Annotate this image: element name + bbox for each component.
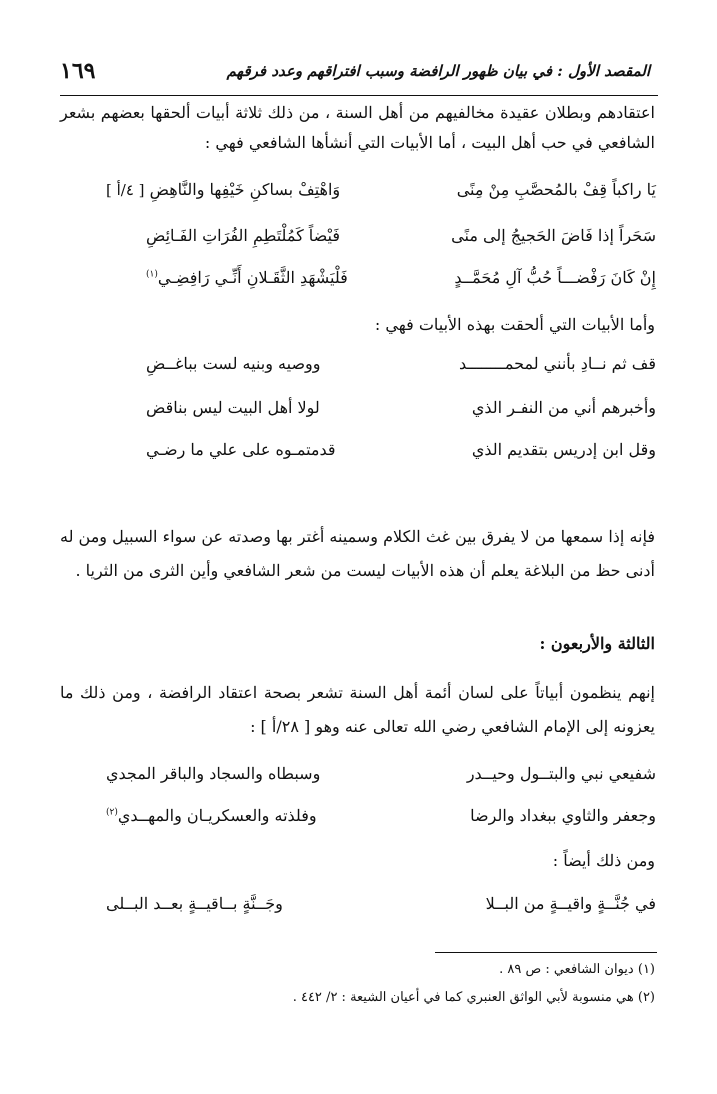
- second-hemistich: لولا أهل البيت ليس بناقض: [146, 398, 320, 417]
- also-line: ومن ذلك أيضاً :: [552, 851, 655, 870]
- intro-paragraph: اعتقادهم وبطلان عقيدة مخالفيهم من أهل السنة ، من ذلك ثلاثة أبيات ألحقها بعضهم بشعر الشافعي في حب أهل البيت ، أما الأبيات التي أنشأها الشافعي فهي :: [60, 103, 656, 152]
- running-header: [60, 58, 650, 90]
- footnote-divider: [435, 952, 657, 953]
- first-hemistich: يَا راكباً قِفْ بالمُحصَّبِ مِنْ مِنًى: [456, 180, 656, 199]
- first-hemistich: وأخبرهم أني من النفـر الذي: [471, 398, 656, 417]
- second-hemistich: ووصيه وبنيه لست بباغــضِ: [146, 354, 321, 373]
- second-hemistich: فَلْيَشْهَدِ الثَّقَـلانِ أَنِّـي رَافِضِـي$^{(١)}$: [146, 268, 348, 287]
- footnote-text: ديوان الشافعي : ص ٨٩ .: [499, 962, 634, 977]
- verse-line: [66, 268, 656, 304]
- verse-line: [66, 894, 656, 930]
- verse-line: [66, 764, 656, 800]
- verse-line: [66, 398, 656, 434]
- verse-line: [66, 354, 656, 390]
- second-hemistich: وفلذته والعسكريـان والمهــدي$^{(٢)}$: [106, 806, 317, 825]
- first-hemistich: في جُنَّــةٍ واقيــةٍ من البــلا: [485, 894, 656, 913]
- footnote-marker: (٢): [106, 807, 118, 818]
- footnote: [499, 962, 655, 977]
- added-verses-intro: وأما الأبيات التي ألحقت بهذه الأبيات فهي :: [374, 315, 655, 334]
- footnote-marker: (١): [146, 269, 158, 280]
- section-heading: الثالثة والأربعون :: [539, 634, 655, 653]
- page-number: ١٦٩: [60, 58, 96, 84]
- second-hemistich: وجَــنَّةٍ بــاقيــةٍ بعــد البــلى: [106, 894, 283, 913]
- first-hemistich: إِنْ كَانَ رَفْضـــاً حُبُّ آلِ مُحَمَّــدٍ: [454, 268, 656, 287]
- verse-line: [66, 440, 656, 476]
- second-hemistich: وسبطاه والسجاد والباقر المجدي: [106, 764, 321, 783]
- footnote: [293, 990, 655, 1005]
- second-hemistich: قدمتمـوه على علي ما رضـي: [146, 440, 336, 459]
- section-paragraph: إنهم ينظمون أبياتاً على لسان أئمة أهل السنة تشعر بصحة اعتقاد الرافضة ، ومن ذلك ما يعزونه إلى الإمام الشافعي رضي الله تعالى عنه وهو [ ٢٨/أ ] :: [60, 683, 655, 736]
- first-hemistich: سَحَراً إذا فَاضَ الحَجيجُ إلى منًى: [451, 226, 656, 245]
- verse-line: [66, 806, 656, 842]
- second-hemistich: وَاهْتِفْ بساكنِ خَيْفِها والنَّاهِضِ [ ٤/أ ]: [106, 180, 341, 199]
- footnote-text: هي منسوبة لأبي الواثق العنبري كما في أعيان الشيعة : ٢/ ٤٤٢ .: [292, 990, 634, 1005]
- verse-line: [66, 180, 656, 216]
- first-hemistich: وقل ابن إدريس بتقديم الذي: [471, 440, 656, 459]
- first-hemistich: شفيعي نبي والبتــول وحيــدر: [466, 764, 656, 783]
- first-hemistich: وجعفر والثاوي ببغداد والرضا: [470, 806, 656, 825]
- footnote-number: (٢): [637, 990, 655, 1005]
- manuscript-ref: [ ٤/أ ]: [106, 181, 145, 199]
- chapter-title: المقصد الأول : في بيان ظهور الرافضة وسبب افتراقهم وعدد فرقهم: [226, 62, 650, 80]
- footnote-number: (١): [637, 962, 655, 977]
- second-hemistich: فَيْضاً كَمُلْتَطِمِ الفُرَاتِ الفَـائِضِ: [146, 226, 341, 245]
- verse-line: [66, 226, 656, 262]
- critique-paragraph: فإنه إذا سمعها من لا يفرق بين غث الكلام وسمينه أغتر بها وصدته عن سواء السبيل ومن له أدنى حظ من البلاغة يعلم أن هذه الأبيات ليست من شعر الشافعي وأين الثرى من الثريا .: [60, 527, 655, 580]
- header-divider: [60, 95, 658, 96]
- first-hemistich: قف ثم نــادِ بأنني لمحمــــــــد: [458, 354, 656, 373]
